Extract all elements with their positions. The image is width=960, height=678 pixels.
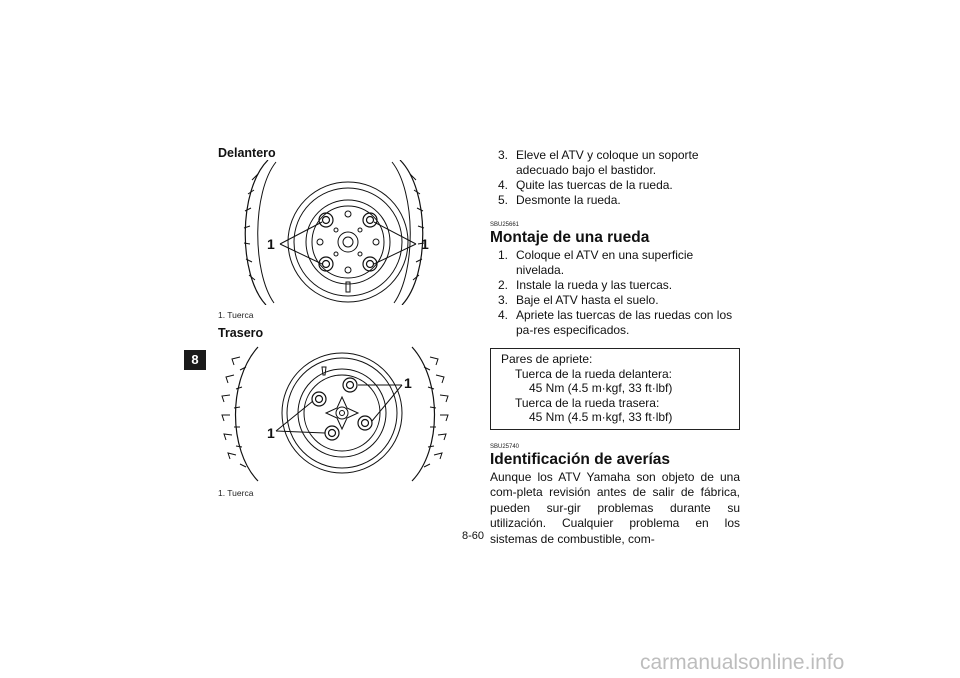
trouble-section-code: SBU25740 bbox=[490, 443, 520, 450]
rear-caption: 1. Tuerca bbox=[218, 488, 254, 498]
torque-spec-box bbox=[490, 348, 740, 430]
spec-rear-value: 45 Nm (4.5 m·kgf, 33 ft·lbf) bbox=[529, 410, 673, 424]
install-step: 4. Apriete las tuercas de las ruedas con los pa-res especificados. bbox=[498, 308, 733, 337]
install-step: 3. Baje el ATV hasta el suelo. bbox=[498, 293, 659, 307]
front-callout-right: 1 bbox=[421, 236, 429, 252]
spec-title: Pares de apriete: bbox=[501, 352, 593, 366]
rear-callout-bottom: 1 bbox=[267, 425, 275, 441]
rear-callout-top: 1 bbox=[404, 375, 412, 391]
front-callout-left: 1 bbox=[267, 236, 275, 252]
removal-step: 4. Quite las tuercas de la rueda. bbox=[498, 178, 673, 192]
rear-wheel-figure bbox=[218, 345, 450, 483]
spec-rear-label: Tuerca de la rueda trasera: bbox=[515, 395, 660, 410]
removal-step: 3. Eleve el ATV y coloque un soporte adecuado bajo el bastidor. bbox=[498, 148, 699, 177]
front-heading: Delantero bbox=[218, 146, 276, 160]
front-wheel-figure bbox=[218, 160, 450, 305]
trouble-section-title: Identificación de averías bbox=[490, 450, 671, 468]
rear-heading: Trasero bbox=[218, 326, 264, 340]
right-column bbox=[490, 148, 740, 547]
spec-front-label: Tuerca de la rueda delantera: bbox=[515, 366, 672, 381]
trouble-paragraph: Aunque los ATV Yamaha son objeto de una com-pleta revisión antes de salir de fábrica, pueden sur-gir problemas durante su utilización. Cualquier problema en los sistemas de combustible, com- bbox=[490, 469, 740, 546]
install-step: 1. Coloque el ATV en una superficie nivelada. bbox=[498, 248, 694, 277]
page-number: 8-60 bbox=[462, 530, 485, 542]
chapter-tab: 8 bbox=[184, 350, 206, 370]
install-step: 2. Instale la rueda y las tuercas. bbox=[498, 278, 673, 292]
install-section-code: SBU25661 bbox=[490, 222, 520, 228]
front-caption: 1. Tuerca bbox=[218, 310, 254, 320]
watermark: carmanualsonline.info bbox=[640, 651, 845, 674]
removal-step: 5. Desmonte la rueda. bbox=[498, 193, 621, 207]
spec-front-value: 45 Nm (4.5 m·kgf, 33 ft·lbf) bbox=[529, 381, 673, 395]
install-section-title: Montaje de una rueda bbox=[490, 229, 650, 246]
